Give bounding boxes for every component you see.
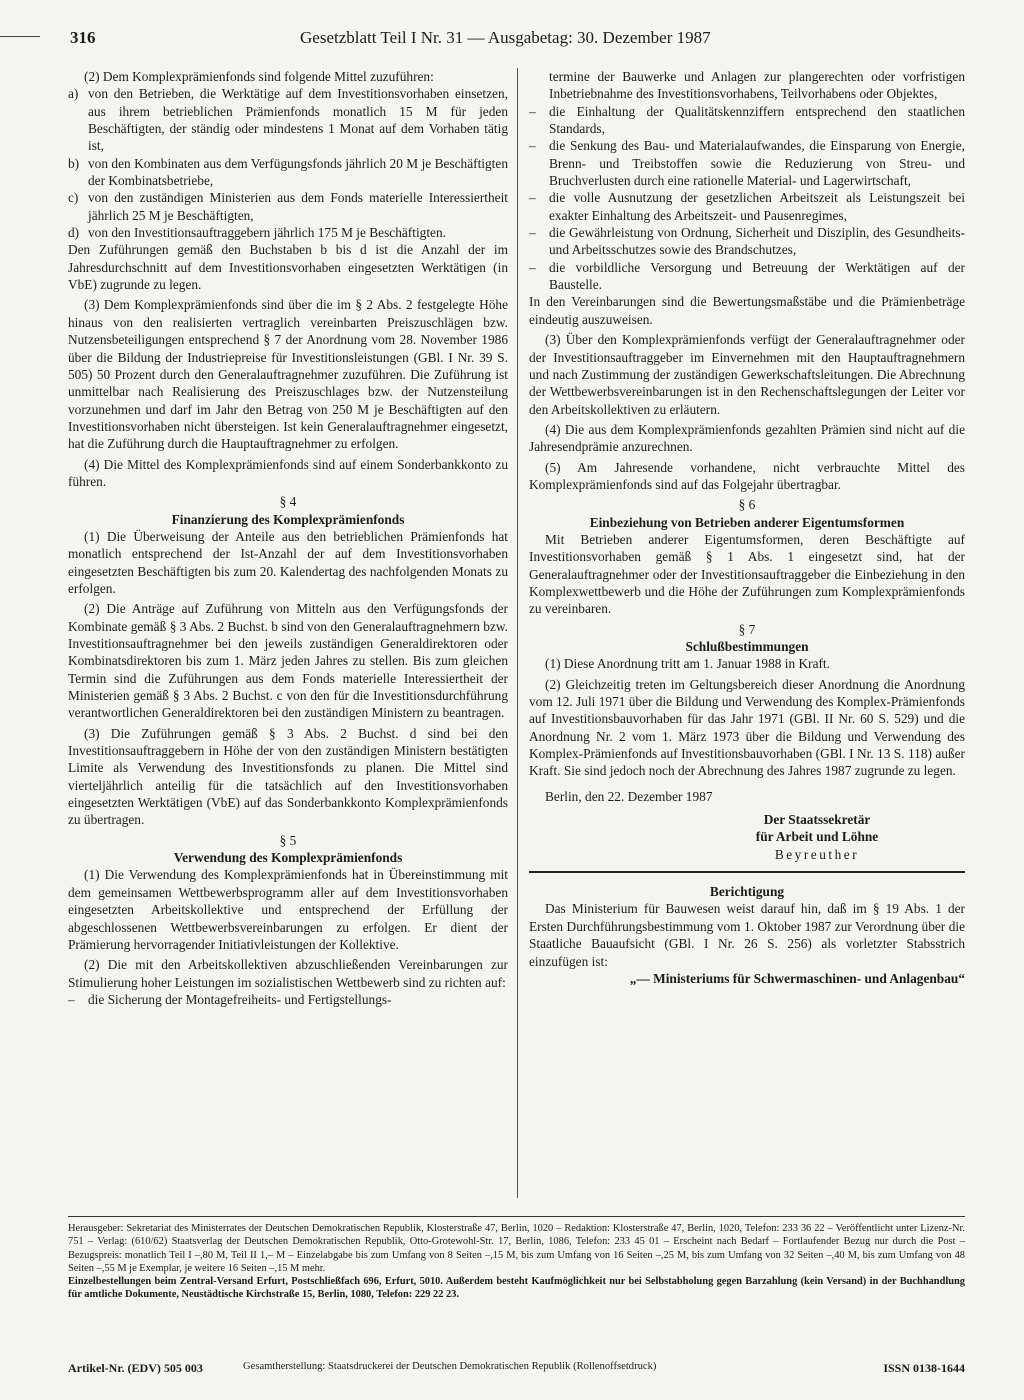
- list-item: d) von den Investitionsauftraggebern jährlich 175 M je Beschäftigten.: [68, 225, 446, 241]
- date-line: Berlin, den 22. Dezember 1987: [545, 788, 713, 804]
- printer-line: Gesamtherstellung: Staatsdruckerei der Deutschen Demokratischen Republik (Rollenoffsetdruck): [243, 1361, 657, 1372]
- paragraph: (3) Über den Komplexprämienfonds verfügt der Generalauftragnehmer oder der Investitionsauftraggeber im Einvernehmen mit den Hauptauftragnehmern und nach Zustimmung der zuständigen Gewerkschaftsleitungen. Die Abrechnung der Wettbewerbsvereinbarungen ist in den Rechenschaftslegungen der Leiter vor den Arbeitskollektiven zu erläutern.: [529, 332, 965, 417]
- correction-quote: „— Ministeriums für Schwermaschinen- und Anlagenbau“: [629, 970, 965, 986]
- dash-item: – die Sicherung der Montagefreiheits- und Fertigstellungs-: [68, 991, 392, 1007]
- paragraph: Das Ministerium für Bauwesen weist darauf hin, daß im § 19 Abs. 1 der Ersten Durchführungsbestimmung vom 1. Oktober 1987 zur Verordnung über die Staatliche Bauaufsicht (GBl. I Nr. 26 S. 256) als vorletzter Stabsstrich einzufügen ist:: [529, 901, 965, 969]
- page-header: [70, 28, 970, 54]
- section-title: Schlußbestimmungen: [685, 639, 809, 654]
- list-item: a) von den Betrieben, die Werktätige auf dem Investitionsvorhaben einsetzen, aus ihrem betrieblichen Prämienfonds monatlich 15 M für jeden Beschäftigten, der ständig oder mindestens 1 Monat auf dem Vorhaben tätig ist,: [68, 86, 508, 154]
- section-title: Einbeziehung von Betrieben anderer Eigentumsformen: [589, 514, 905, 530]
- paragraph: Mit Betrieben anderer Eigentumsformen, deren Beschäftigte auf Investitionsvorhaben gemäß § 1 Abs. 1 eingesetzt sind, hat der Generalauftragnehmer oder der Investitionsauftraggeber die Einbeziehung in den Komplexwettbewerb und die Höhe der Zuführungen zum Komplexprämienfonds zu vereinbaren.: [529, 531, 965, 617]
- paragraph: (3) Dem Komplexprämienfonds sind über die im § 2 Abs. 2 festgelegte Höhe hinaus von den realisierten vertraglich vereinbarten Preiszuschlägen bzw. Nutzensbeteiligungen entsprechend § 7 der Anordnung vom 28. November 1986 über die Bildung der Industriepreise für Investitionsleistungen (GBl. I Nr. 39 S. 505) 50 Prozent durch den Generalauftragnehmer zuzuführen. Die Zuführung ist unmittelbar nach Realisierung des Preiszuschlages bzw. der Nutzensteilung vorzunehmen und darf im Jahr den Betrag von 250 M je Beschäftigten auf den Investitionsvorhaben nicht übersteigen. Ist kein Generalauftragnehmer eingesetzt, hat die Zuführung durch die Hauptauftragnehmer zu erfolgen.: [68, 297, 508, 452]
- paragraph-continuation: termine der Bauwerke und Anlagen zur plangerechten oder vorfristigen Inbetriebnahme des Investitionsvorhabens, Teilvorhabens oder Objektes,: [549, 69, 965, 102]
- section-number: § 7: [738, 621, 756, 637]
- article-number: Artikel-Nr. (EDV) 505 003: [68, 1361, 203, 1375]
- imprint: [68, 1222, 965, 1302]
- section-number: § 5: [279, 832, 297, 848]
- paragraph: (5) Am Jahresende vorhandene, nicht verbrauchte Mittel des Komplexprämienfonds sind auf das Folgejahr übertragbar.: [529, 459, 965, 492]
- correction-title: Berichtigung: [709, 884, 785, 900]
- paragraph: (1) Die Überweisung der Anteile aus den betrieblichen Prämienfonds hat monatlich entsprechend der Ist-Anzahl der auf dem Investitionsvorhaben eingesetzten Beschäftigten bis zum 20. Kalendertag des nachfolgenden Monats zu erfolgen.: [68, 528, 508, 596]
- imprint-publisher: Herausgeber: Sekretariat des Ministerrates der Deutschen Demokratischen Republik, Klosterstraße 47, Berlin, 1020 – Redaktion: Klosterstraße 47, Berlin, 1020, Telefon: 233 36 22 – Veröffentlicht unter Lizenz-Nr. 751 – Verlag: (610/62) Staatsverlag der Deutschen Demokratischen Republik, Otto-Grotewohl-Str. 17, Berlin, 1086, Telefon: 233 45 01 – Erscheint nach Bedarf – Fortlaufender Bezug nur durch die Post – Bezugspreis: monatlich Teil I –,80 M, Teil II 1,– M – Einzelabgabe bis zum Umfang von 8 Seiten –,15 M, bis zum Umfang von 16 Seiten –,25 M, bis zum Umfang von 32 Seiten –,40 M, bis zum Umfang von 48 Seiten –,55 M je Exemplar, je weitere 16 Seiten –,15 M mehr.: [68, 1223, 965, 1274]
- dash-item: – die volle Ausnutzung der gesetzlichen Arbeitszeit als Leistungszeit bei exakter Einhaltung des Arbeitszeit- und Pausenregimes,: [529, 190, 965, 223]
- dash-item: – die Senkung des Bau- und Materialaufwandes, die Einsparung von Energie, Brenn- und Treibstoffen sowie die Reduzierung von Streu- und Bruchverlusten durch eine rationelle Material- und Lagerwirtschaft,: [529, 138, 965, 189]
- issn: ISSN 0138-1644: [883, 1361, 965, 1375]
- paragraph: (2) Die mit den Arbeitskollektiven abzuschließenden Vereinbarungen zur Stimulierung hoher Leistungen im sozialistischen Wettbewerb sind zu richten auf:: [68, 957, 508, 990]
- left-column: [68, 68, 508, 1008]
- imprint-orders: Einzelbestellungen beim Zentral-Versand Erfurt, Postschließfach 696, Erfurt, 5010. Außerdem besteht Kaufmöglichkeit nur bei Selbstabholung gegen Barzahlung (kein Versand) in der Buchhandlung für amtliche Dokumente, Neustädtische Kirchstraße 15, Berlin, 1080, Telefon: 229 22 23.: [68, 1276, 965, 1301]
- list-item: b) von den Kombinaten aus dem Verfügungsfonds jährlich 20 M je Beschäftigten der Kombinatsbetriebe,: [68, 155, 508, 189]
- dash-item: – die vorbildliche Versorgung und Betreuung der Werktätigen auf der Baustelle.: [529, 259, 965, 293]
- signatory-title: Der Staatssekretär: [763, 812, 871, 828]
- paragraph: (4) Die aus dem Komplexprämienfonds gezahlten Prämien sind nicht auf die Jahresendprämie anzurechnen.: [529, 421, 965, 455]
- paragraph: (3) Die Zuführungen gemäß § 3 Abs. 2 Buchst. d sind bei den Investitionsauftraggebern in Höhe der von den zuständigen Ministern bestätigten Limite als Verwendung des Investitionsfonds zu planen. Die Mittel sind vierteljährlich anteilig für die tatsächlich auf den Investitionsvorhaben eingesetzten Werktätigen (VbE) auf das Sonderbankkonto Komplexprämienfonds zu übertragen.: [68, 725, 508, 828]
- section-number: § 4: [279, 494, 297, 510]
- dash-item: – die Einhaltung der Qualitätskennziffern entsprechend den staatlichen Standards,: [529, 103, 965, 137]
- page-number: 316: [70, 28, 96, 47]
- column-divider: [517, 68, 518, 1198]
- paragraph: (1) Diese Anordnung tritt am 1. Januar 1988 in Kraft.: [545, 656, 830, 672]
- right-column: [529, 68, 965, 987]
- signatory-office: für Arbeit und Löhne: [755, 829, 879, 845]
- signatory-name: Beyreuther: [774, 846, 860, 862]
- separator-rule: [529, 871, 965, 873]
- paragraph: In den Vereinbarungen sind die Bewertungsmaßstäbe und die Prämienbeträge eindeutig auszuweisen.: [529, 294, 965, 327]
- paragraph: (2) Dem Komplexprämienfonds sind folgende Mittel zuzuführen:: [84, 69, 434, 84]
- dash-item: – die Gewährleistung von Ordnung, Sicherheit und Disziplin, des Gesundheits- und Arbeitsschutzes sowie des Brandschutzes,: [529, 225, 965, 258]
- section-number: § 6: [738, 497, 756, 513]
- signature-block: [669, 811, 965, 863]
- paragraph: (2) Die Anträge auf Zuführung von Mitteln aus den Verfügungsfonds der Kombinate gemäß § 3 Abs. 2 Buchst. b sind von den Generalauftragnehmern bzw. Investitionsauftragnehmer bei den jeweils zuständigen Generaldirektoren oder Kombinatsdirektoren bis zum 1. März jeden Jahres zu stellen. Bis zum gleichen Termin sind die Zuführungen aus dem Fonds materielle Interessiertheit der Ministerien gemäß § 3 Abs. 2 Buchst. c von den für die Investitionsdurchführung verantwortlichen Generaldirektoren bei den zuständigen Ministern zu beantragen.: [68, 601, 508, 721]
- paragraph: (4) Die Mittel des Komplexprämienfonds sind auf einem Sonderbankkonto zu führen.: [68, 456, 508, 489]
- paragraph: Den Zuführungen gemäß den Buchstaben b bis d ist die Anzahl der im Jahresdurchschnitt auf dem Investitionsvorhaben eingesetzten Werktätigen (in VbE) zugrunde zu legen.: [68, 242, 508, 293]
- list-item: c) von den zuständigen Ministerien aus dem Fonds materielle Interessiertheit jährlich 25 M je Beschäftigten,: [68, 190, 508, 223]
- running-head: Gesetzblatt Teil I Nr. 31 — Ausgabetag: 30. Dezember 1987: [300, 28, 711, 47]
- section-title: Verwendung des Komplexprämienfonds: [173, 850, 403, 866]
- margin-mark: [0, 36, 40, 37]
- footer-rule: [68, 1216, 965, 1217]
- section-title: Finanzierung des Komplexprämienfonds: [171, 511, 405, 527]
- paragraph: (2) Gleichzeitig treten im Geltungsbereich dieser Anordnung die Anordnung vom 12. Juli 1971 über die Bildung und Verwendung des Komplex-Prämienfonds auf Investitionsbauvorhaben für das Jahr 1971 (GBl. II Nr. 60 S. 529) und die Anordnung Nr. 2 vom 1. März 1973 über die Bildung und Verwendung des Komplex-Prämienfonds auf Investitionsbauvorhaben (GBl. I Nr. 13 S. 118) außer Kraft. Sie sind jedoch noch der Abrechnung des Jahres 1987 zugrunde zu legen.: [529, 676, 965, 779]
- paragraph: (1) Die Verwendung des Komplexprämienfonds hat in Übereinstimmung mit dem gemeinsamen Wettbewerbsprogramm aller auf dem Investitionsvorhaben eingesetzten Arbeitskollektive und entsprechend der Erfüllung der abgeschlossenen Wettbewerbsvereinbarungen zu erfolgen. Er dient der Prämierung hervorragender Initiativleistungen der Kollektive.: [68, 867, 508, 952]
